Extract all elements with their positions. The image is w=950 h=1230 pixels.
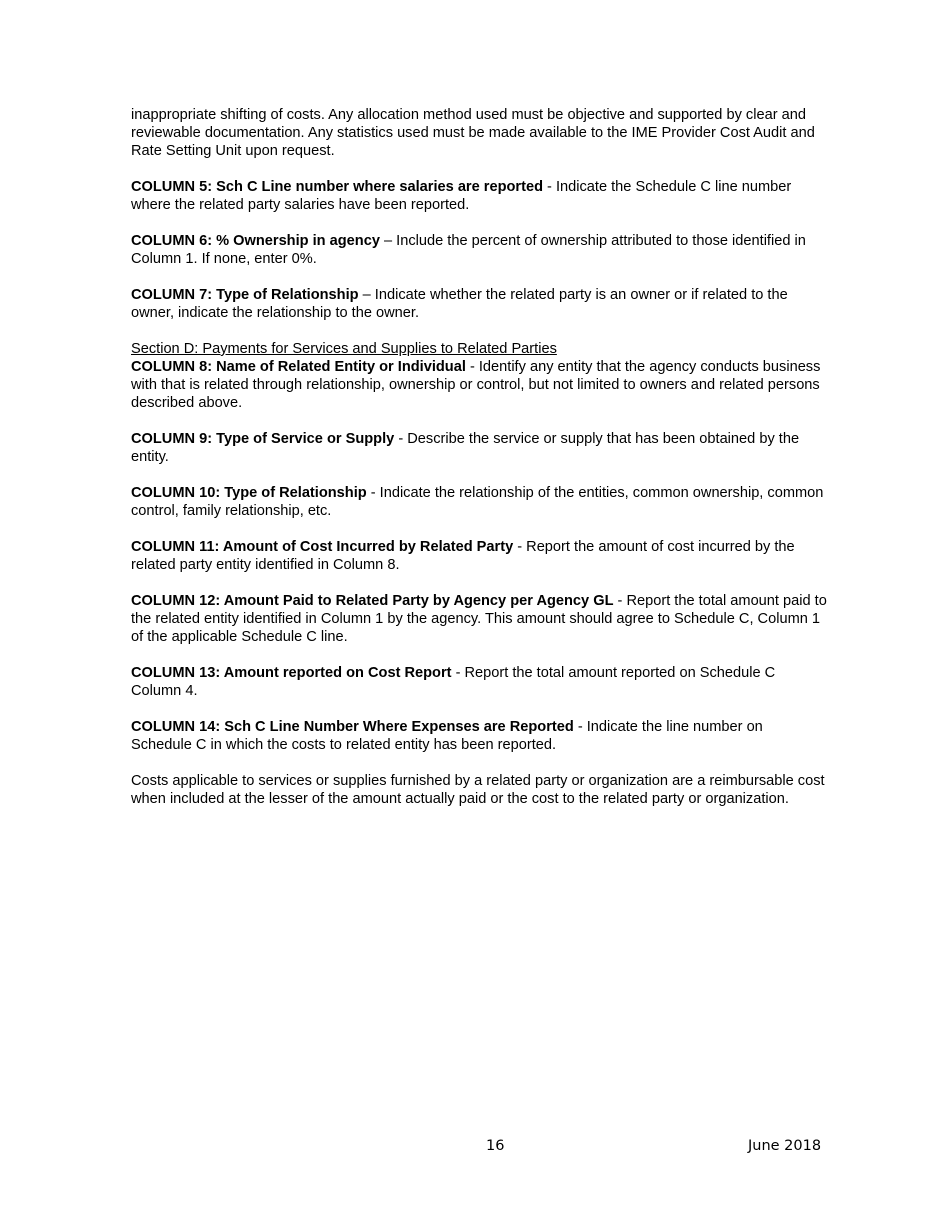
column-8-description bbox=[131, 358, 827, 412]
column-5-text: - Indicate the Schedule C line number where the related party salaries have been reported. bbox=[131, 179, 792, 213]
column-14-description bbox=[131, 718, 827, 754]
column-8-text: - Identify any entity that the agency conducts business with that is related through relationship, ownership or control, but not limited to owners and related persons described above. bbox=[131, 359, 821, 411]
column-6-description bbox=[131, 232, 827, 268]
column-7-heading: COLUMN 7: Type of Relationship bbox=[131, 287, 359, 303]
column-12-text: - Report the total amount paid to the related entity identified in Column 1 by the agency. This amount should agree to Schedule C, Column 1 of the applicable Schedule C line. bbox=[131, 593, 827, 645]
section-d-heading: Section D: Payments for Services and Supplies to Related Parties bbox=[131, 341, 557, 357]
column-13-text: - Report the total amount reported on Schedule C Column 4. bbox=[131, 665, 776, 699]
column-7-description bbox=[131, 286, 827, 322]
column-11-text: - Report the amount of cost incurred by the related party entity identified in Column 8. bbox=[131, 539, 795, 573]
column-9-heading: COLUMN 9: Type of Service or Supply bbox=[131, 431, 395, 447]
column-6-text: – Include the percent of ownership attributed to those identified in Column 1. If none, enter 0%. bbox=[131, 233, 806, 267]
column-13-description bbox=[131, 664, 827, 700]
column-10-text: - Indicate the relationship of the entities, common ownership, common control, family relationship, etc. bbox=[131, 485, 824, 519]
column-11-description bbox=[131, 538, 827, 574]
column-5-description bbox=[131, 178, 827, 214]
intro-paragraph: inappropriate shifting of costs. Any allocation method used must be objective and supported by clear and reviewable documentation. Any statistics used must be made available to the IME Provider Cost Audit and Rate Setting Unit upon request. bbox=[131, 107, 815, 159]
column-12-description bbox=[131, 592, 827, 646]
column-12-heading: COLUMN 12: Amount Paid to Related Party by Agency per Agency GL bbox=[131, 593, 614, 609]
footer-date: June 2018 bbox=[748, 1138, 822, 1154]
page-content bbox=[131, 106, 827, 826]
column-14-heading: COLUMN 14: Sch C Line Number Where Expenses are Reported bbox=[131, 719, 574, 735]
column-11-heading: COLUMN 11: Amount of Cost Incurred by Related Party bbox=[131, 539, 514, 555]
column-5-heading: COLUMN 5: Sch C Line number where salaries are reported bbox=[131, 179, 543, 195]
column-9-description bbox=[131, 430, 827, 466]
column-13-heading: COLUMN 13: Amount reported on Cost Report bbox=[131, 665, 452, 681]
column-14-text: - Indicate the line number on Schedule C in which the costs to related entity has been reported. bbox=[131, 719, 763, 753]
column-6-heading: COLUMN 6: % Ownership in agency bbox=[131, 233, 380, 249]
column-10-heading: COLUMN 10: Type of Relationship bbox=[131, 485, 367, 501]
column-7-text: – Indicate whether the related party is an owner or if related to the owner, indicate the relationship to the owner. bbox=[131, 287, 788, 321]
page-number: 16 bbox=[486, 1138, 505, 1154]
column-8-heading: COLUMN 8: Name of Related Entity or Individual bbox=[131, 359, 466, 375]
closing-paragraph: Costs applicable to services or supplies furnished by a related party or organization are a reimbursable cost when included at the lesser of the amount actually paid or the cost to the related party or organization. bbox=[131, 773, 825, 807]
column-10-description bbox=[131, 484, 827, 520]
column-9-text: - Describe the service or supply that has been obtained by the entity. bbox=[131, 431, 800, 465]
